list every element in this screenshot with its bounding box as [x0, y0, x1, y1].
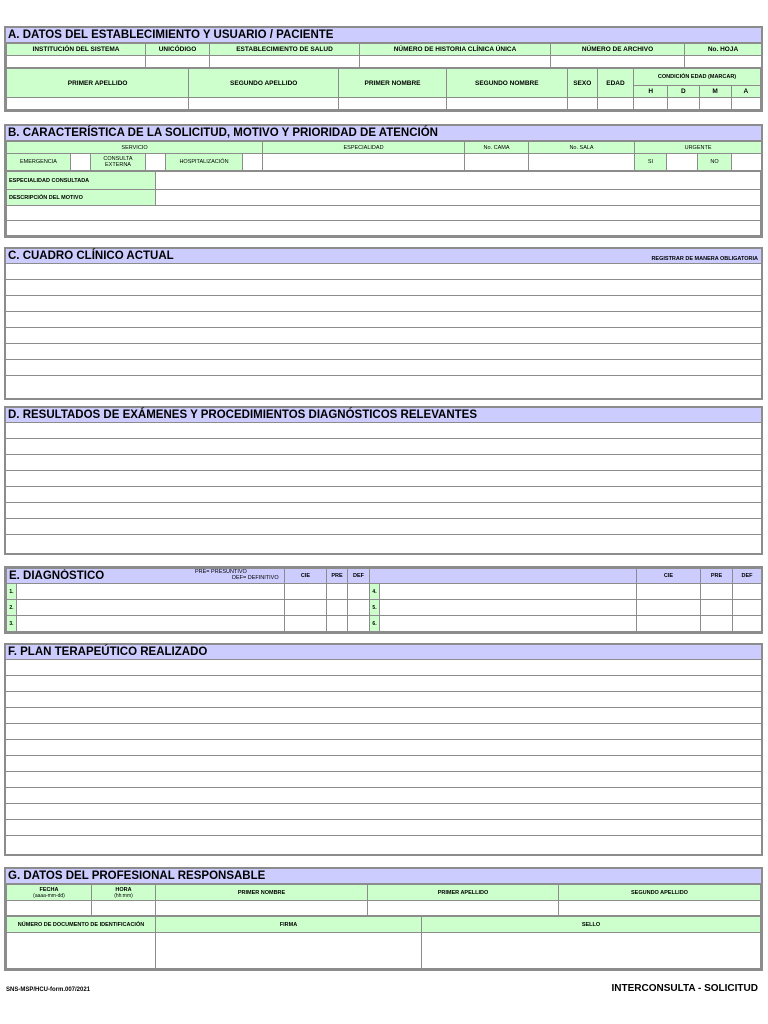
- form-name: INTERCONSULTA - SOLICITUD: [611, 983, 758, 994]
- pre-note: PRE= PRESUNTIVO: [195, 569, 247, 575]
- field-descripcion-motivo-2[interactable]: [7, 206, 761, 221]
- label-def-right: DEF: [733, 569, 762, 584]
- label-edad-d: D: [668, 86, 699, 98]
- field-primer-apellido[interactable]: [7, 98, 189, 110]
- text-line[interactable]: [6, 660, 761, 676]
- diag-number: 6.: [370, 616, 380, 632]
- label-institucion: INSTITUCIÓN DEL SISTEMA: [7, 44, 146, 56]
- field-hora[interactable]: [92, 901, 156, 916]
- label-hospitalizacion: HOSPITALIZACIÓN: [166, 154, 243, 171]
- field-edad-d[interactable]: [668, 98, 699, 110]
- section-f-title: F. PLAN TERAPEÚTICO REALIZADO: [6, 645, 761, 660]
- text-line[interactable]: [6, 487, 761, 503]
- label-consulta-externa: CONSULTA EXTERNA: [91, 154, 146, 171]
- label-no-hoja: No. HOJA: [685, 44, 762, 56]
- label-prof-primer-apellido: PRIMER APELLIDO: [368, 885, 559, 901]
- label-segundo-nombre: SEGUNDO NOMBRE: [446, 69, 567, 98]
- checkbox-urgente-no[interactable]: [732, 154, 762, 171]
- section-d-title: D. RESULTADOS DE EXÁMENES Y PROCEDIMIENTOS DIAGNÓSTICOS RELEVANTES: [6, 408, 761, 423]
- section-g: [4, 867, 763, 971]
- field-numero-archivo[interactable]: [551, 56, 685, 68]
- section-f-lines[interactable]: [6, 660, 761, 852]
- label-edad-h: H: [634, 86, 668, 98]
- label-edad: EDAD: [597, 69, 633, 98]
- field-firma[interactable]: [156, 933, 422, 969]
- text-line[interactable]: [6, 264, 761, 280]
- section-a-table-2: [6, 68, 761, 110]
- label-establecimiento: ESTABLECIMIENTO DE SALUD: [210, 44, 360, 56]
- text-line[interactable]: [6, 676, 761, 692]
- field-descripcion-motivo-1[interactable]: [156, 190, 761, 206]
- section-d-lines[interactable]: [6, 423, 761, 551]
- section-b-title: B. CARACTERÍSTICA DE LA SOLICITUD, MOTIVO Y PRIORIDAD DE ATENCIÓN: [6, 126, 761, 141]
- section-a-table: [6, 43, 762, 68]
- text-line[interactable]: [6, 724, 761, 740]
- field-prof-primer-apellido[interactable]: [368, 901, 559, 916]
- label-urgente-no: NO: [698, 154, 732, 171]
- section-b-table-2: [6, 171, 761, 236]
- text-line[interactable]: [6, 376, 761, 392]
- label-cie-left: CIE: [285, 569, 327, 584]
- field-pre-1[interactable]: [327, 584, 348, 600]
- text-line[interactable]: [6, 804, 761, 820]
- label-cie-right: CIE: [637, 569, 701, 584]
- text-line[interactable]: [6, 360, 761, 376]
- field-historia-clinica[interactable]: [360, 56, 551, 68]
- diag-number: 4.: [370, 584, 380, 600]
- field-edad-m[interactable]: [699, 98, 731, 110]
- field-edad-a[interactable]: [731, 98, 760, 110]
- section-g-table-2: [6, 916, 761, 969]
- text-line[interactable]: [6, 296, 761, 312]
- field-def-5[interactable]: [733, 600, 762, 616]
- label-edad-a: A: [731, 86, 760, 98]
- text-line[interactable]: [6, 344, 761, 360]
- field-segundo-apellido[interactable]: [189, 98, 339, 110]
- label-condicion-edad: CONDICIÓN EDAD (MARCAR): [634, 69, 761, 86]
- label-prof-primer-nombre: PRIMER NOMBRE: [156, 885, 368, 901]
- text-line[interactable]: [6, 692, 761, 708]
- label-hora: [92, 885, 156, 901]
- text-line[interactable]: [6, 280, 761, 296]
- section-g-title: G. DATOS DEL PROFESIONAL RESPONSABLE: [6, 869, 761, 884]
- text-line[interactable]: [6, 471, 761, 487]
- label-fecha-format: (aaaa-mm-dd): [33, 892, 65, 899]
- field-diagnostico-1[interactable]: [17, 584, 285, 600]
- field-cie-1[interactable]: [285, 584, 327, 600]
- label-especialidad: ESPECIALIDAD: [263, 142, 465, 154]
- section-c: [4, 247, 763, 400]
- label-sello: SELLO: [422, 917, 761, 933]
- section-c-lines[interactable]: [6, 264, 761, 392]
- label-fecha: [7, 885, 92, 901]
- field-cie-3[interactable]: [285, 616, 327, 632]
- label-historia-clinica: NÚMERO DE HISTORIA CLÍNICA ÚNICA: [360, 44, 551, 56]
- label-emergencia: EMERGENCIA: [7, 154, 71, 171]
- label-hora-text: HORA: [115, 886, 132, 893]
- section-e-title: E. DIAGNÓSTICO: [9, 570, 105, 582]
- label-pre-right: PRE: [701, 569, 733, 584]
- field-pre-5[interactable]: [701, 600, 733, 616]
- section-a-title: A. DATOS DEL ESTABLECIMIENTO Y USUARIO / PACIENTE: [6, 28, 761, 43]
- field-no-sala[interactable]: [529, 154, 635, 171]
- section-c-title: [6, 249, 761, 264]
- label-fecha-text: FECHA: [39, 886, 59, 893]
- diag-number: 5.: [370, 600, 380, 616]
- text-line[interactable]: [6, 312, 761, 328]
- section-g-table: [6, 884, 761, 916]
- field-def-2[interactable]: [348, 600, 370, 616]
- label-prof-segundo-apellido: SEGUNDO APELLIDO: [559, 885, 761, 901]
- checkbox-hospitalizacion[interactable]: [243, 154, 263, 171]
- label-hora-format: (hh:mm): [114, 892, 133, 899]
- field-prof-segundo-apellido[interactable]: [559, 901, 761, 916]
- section-a: [4, 26, 763, 112]
- field-sello[interactable]: [422, 933, 761, 969]
- field-pre-6[interactable]: [701, 616, 733, 632]
- field-sexo[interactable]: [567, 98, 597, 110]
- label-edad-m: M: [699, 86, 731, 98]
- text-line[interactable]: [6, 788, 761, 804]
- field-pre-2[interactable]: [327, 600, 348, 616]
- def-note: DEF= DEFINITIVO: [232, 575, 279, 581]
- label-documento: NÚMERO DE DOCUMENTO DE IDENTIFICACIÓN: [7, 917, 156, 933]
- field-pre-3[interactable]: [327, 616, 348, 632]
- label-sexo: SEXO: [567, 69, 597, 98]
- field-no-cama[interactable]: [465, 154, 529, 171]
- label-especialidad-consultada: ESPECIALIDAD CONSULTADA: [7, 172, 156, 190]
- label-numero-archivo: NÚMERO DE ARCHIVO: [551, 44, 685, 56]
- field-documento[interactable]: [7, 933, 156, 969]
- section-b-table: [6, 141, 762, 171]
- label-urgente: URGENTE: [635, 142, 762, 154]
- text-line[interactable]: [6, 328, 761, 344]
- section-b: [4, 124, 763, 238]
- label-firma: FIRMA: [156, 917, 422, 933]
- text-line[interactable]: [6, 708, 761, 724]
- field-cie-6[interactable]: [637, 616, 701, 632]
- field-diagnostico-5[interactable]: [380, 600, 637, 616]
- diag-number: 1.: [7, 584, 17, 600]
- form-code: SNS-MSP/HCU-form.007/2021: [6, 987, 91, 993]
- field-especialidad-consultada[interactable]: [156, 172, 761, 190]
- field-unicodigo[interactable]: [146, 56, 210, 68]
- label-no-cama: No. CAMA: [465, 142, 529, 154]
- field-segundo-nombre[interactable]: [446, 98, 567, 110]
- label-urgente-si: SI: [635, 154, 667, 171]
- text-line[interactable]: [6, 503, 761, 519]
- field-diagnostico-3[interactable]: [17, 616, 285, 632]
- section-e-title-cell: [7, 569, 285, 584]
- text-line[interactable]: [6, 439, 761, 455]
- label-unicodigo: UNICÓDIGO: [146, 44, 210, 56]
- text-line[interactable]: [6, 535, 761, 551]
- label-primer-nombre: PRIMER NOMBRE: [339, 69, 447, 98]
- section-f: [4, 643, 763, 856]
- text-line[interactable]: [6, 423, 761, 439]
- field-cie-5[interactable]: [637, 600, 701, 616]
- label-servicio: SERVICIO: [7, 142, 263, 154]
- field-pre-4[interactable]: [701, 584, 733, 600]
- field-descripcion-motivo-3[interactable]: [7, 221, 761, 236]
- diag-number: 3.: [7, 616, 17, 632]
- diag-number: 2.: [7, 600, 17, 616]
- section-e-table: [6, 568, 762, 632]
- text-line[interactable]: [6, 836, 761, 852]
- field-def-3[interactable]: [348, 616, 370, 632]
- checkbox-consulta-externa[interactable]: [146, 154, 166, 171]
- label-segundo-apellido: SEGUNDO APELLIDO: [189, 69, 339, 98]
- field-institucion[interactable]: [7, 56, 146, 68]
- field-def-4[interactable]: [733, 584, 762, 600]
- field-primer-nombre[interactable]: [339, 98, 447, 110]
- text-line[interactable]: [6, 772, 761, 788]
- field-diagnostico-2[interactable]: [17, 600, 285, 616]
- text-line[interactable]: [6, 519, 761, 535]
- section-c-note: REGISTRAR DE MANERA OBLIGATORIA: [651, 256, 758, 262]
- label-pre-left: PRE: [327, 569, 348, 584]
- label-descripcion-motivo: DESCRIPCIÓN DEL MOTIVO: [7, 190, 156, 206]
- field-def-6[interactable]: [733, 616, 762, 632]
- label-primer-apellido: PRIMER APELLIDO: [7, 69, 189, 98]
- text-line[interactable]: [6, 756, 761, 772]
- field-fecha[interactable]: [7, 901, 92, 916]
- field-especialidad[interactable]: [263, 154, 465, 171]
- section-e: [4, 566, 763, 634]
- text-line[interactable]: [6, 455, 761, 471]
- header-blank-right: [370, 569, 637, 584]
- label-no-sala: No. SALA: [529, 142, 635, 154]
- section-d: [4, 406, 763, 555]
- checkbox-emergencia[interactable]: [71, 154, 91, 171]
- field-diagnostico-6[interactable]: [380, 616, 637, 632]
- text-line[interactable]: [6, 820, 761, 836]
- field-no-hoja[interactable]: [685, 56, 762, 68]
- checkbox-urgente-si[interactable]: [667, 154, 698, 171]
- field-prof-primer-nombre[interactable]: [156, 901, 368, 916]
- field-edad-h[interactable]: [634, 98, 668, 110]
- field-establecimiento[interactable]: [210, 56, 360, 68]
- field-diagnostico-4[interactable]: [380, 584, 637, 600]
- field-cie-2[interactable]: [285, 600, 327, 616]
- label-def-left: DEF: [348, 569, 370, 584]
- field-edad[interactable]: [597, 98, 633, 110]
- text-line[interactable]: [6, 740, 761, 756]
- field-cie-4[interactable]: [637, 584, 701, 600]
- section-c-title-text: C. CUADRO CLÍNICO ACTUAL: [8, 250, 174, 262]
- field-def-1[interactable]: [348, 584, 370, 600]
